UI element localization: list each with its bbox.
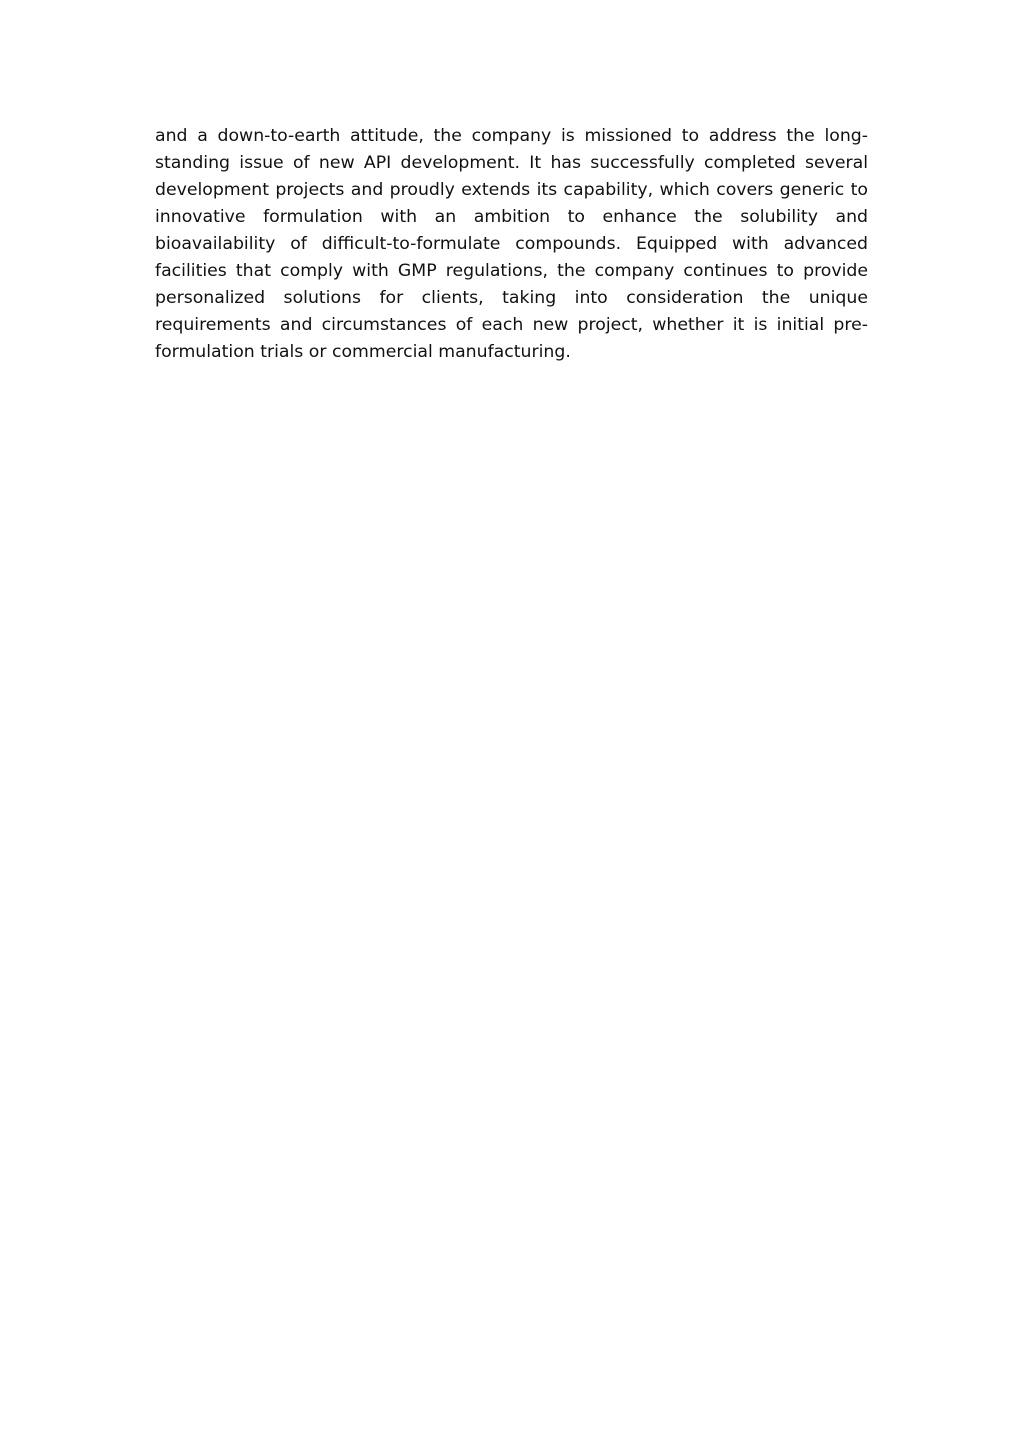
body-paragraph: and a down-to-earth attitude, the company is missioned to address the long-standing issue of new API development. It has successfully completed several development projects and proudly extends its capability, which covers generic to innovative formulation with an ambition to enhance the solubility and bioavailability of difficult-to-formulate compounds. Equipped with advanced facilities that comply with GMP regulations, the company continues to provide personalized solutions for clients, taking into consideration the unique requirements and circumstances of each new project, whether it is initial pre-formulation trials or commercial manufacturing. [155,126,868,362]
